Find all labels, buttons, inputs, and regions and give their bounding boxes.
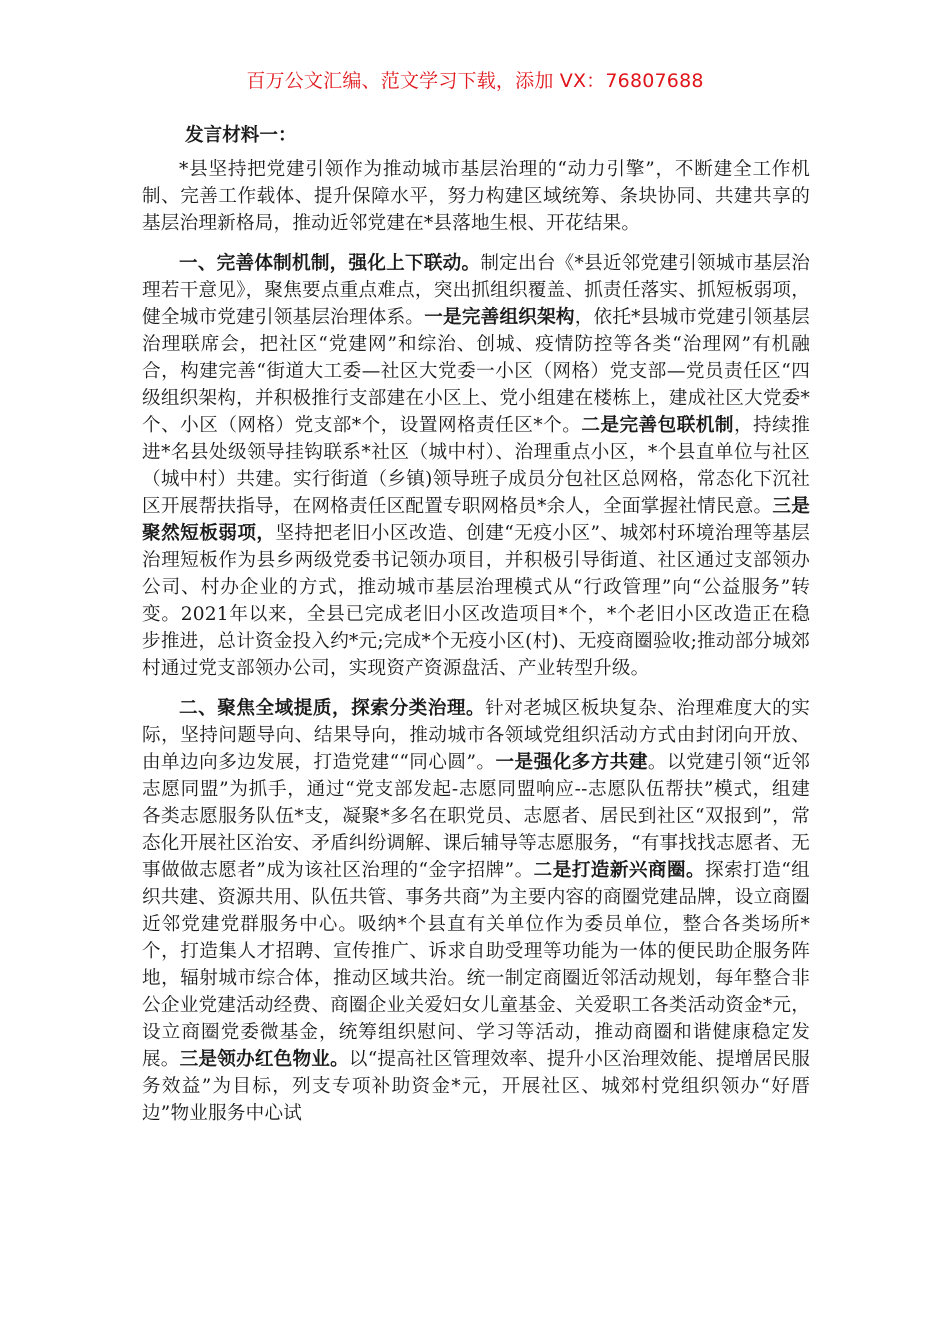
section-2-point-2: 二是打造新兴商圈。 [533, 860, 706, 881]
section-1-point-3: 三是聚然短板弱项， [142, 496, 810, 544]
section-1-text-2: ，依托*县城市党建引领基层治理联席会，把社区“党建网”和综治、创城、疫情防控等各类“治理网”有机融合，构建完善“街道大工委—社区大党委一小区（网格）党支部—党员责任区“四级组织架构，并积极推行支部建在小区上、党小组建在楼栋上，建成社区大党委*个、小区（网格）党支部*个，设置网格责任区*个。 [142, 307, 810, 436]
document-body [142, 122, 810, 1140]
section-2-title: 二、聚焦全域提质，探索分类治理。 [179, 698, 486, 719]
section-1-text-3: ，持续推进*名县处级领导挂钩联系*社区（城中村）、治理重点小区，*个县直单位与社区（城中村）共建。实行街道（乡镇)领导班子成员分包社区总网格，常态化下沉社区开展帮扶指导，在网格责任区配置专职网格员*余人，全面掌握社情民意。 [142, 415, 810, 517]
section-1-text-1: 制定出台《*县近邻党建引领城市基层治理若干意见》，聚焦要点重点难点，突出抓组织覆盖、抓责任落实、抓短板弱项，健全城市党建引领基层治理体系。 [142, 253, 811, 328]
section-2-text-1: 针对老城区板块复杂、治理难度大的实际，坚持问题导向、结果导向，推动城市各领域党组织活动方式由封闭向开放、由单边向多边发展，打造党建““同心圆”。 [142, 698, 811, 773]
section-2-text-3: 探索打造“组织共建、资源共用、队伍共管、事务共商”为主要内容的商圈党建品牌，设立商圈近邻党建党群服务中心。吸纳*个县直有关单位作为委员单位，整合各类场所*个，打造集人才招聘、宣传推广、诉求自助受理等功能为一体的便民助企服务阵地，辐射城市综合体，推动区域共治。统一制定商圈近邻活动规划，每年整合非公企业党建活动经费、商圈企业关爱妇女儿童基金、关爱职工各类活动资金*元，设立商圈党委微基金，统筹组织慰问、学习等活动，推动商圈和谐健康稳定发展。 [142, 860, 810, 1070]
section-1-title: 一、完善体制机制，强化上下联动。 [179, 253, 481, 274]
document-heading: 发言材料一： [185, 125, 297, 146]
section-1-paragraph [142, 250, 810, 682]
section-1-point-2: 二是完善包联机制 [581, 415, 734, 436]
section-2-point-1: 一是强化多方共建 [495, 752, 648, 773]
section-2-point-3: 三是领办红色物业。 [179, 1049, 349, 1070]
section-2-paragraph [142, 695, 810, 1127]
section-1-point-1: 一是完善组织架构 [424, 307, 575, 328]
watermark-banner: 百万公文汇编、范文学习下载，添加 VX：76807688 [246, 70, 704, 92]
intro-paragraph: *县坚持把党建引领作为推动城市基层治理的“动力引擎”，不断建全工作机制、完善工作载体、提升保障水平，努力构建区域统筹、条块协同、共建共享的基层治理新格局，推动近邻党建在*县落地生根、开花结果。 [142, 159, 810, 234]
section-2-text-2: 。以党建引领“近邻志愿同盟”为抓手，通过“党支部发起-志愿同盟响应--志愿队伍帮扶”模式，组建各类志愿服务队伍*支，凝聚*多名在职党员、志愿者、居民到社区“双报到”，常态化开展社区治安、矛盾纠纷调解、课后辅导等志愿服务，“有事找找志愿者、无事做做志愿者”成为该社区治理的“金字招牌”。 [142, 752, 810, 881]
section-1-text-4: 坚持把老旧小区改造、创建“无疫小区”、城郊村环境治理等基层治理短板作为县乡两级党委书记领办项目，并积极引导街道、社区通过支部领办公司、村办企业的方式，推动城市基层治理模式从“行政管理”向“公益服务”转变。2021年以来，全县已完成老旧小区改造项目*个，*个老旧小区改造正在稳步推进，总计资金投入约*元;完成*个无疫小区(村)、无疫商圈验收;推动部分城郊村通过党支部领办公司，实现资产资源盘活、产业转型升级。 [142, 523, 811, 679]
section-2-text-4: 以“提高社区管理效率、提升小区治理效能、提增居民服务效益”为目标，列支专项补助资金*元，开展社区、城郊村党组织领办“好厝边”物业服务中心试 [142, 1049, 810, 1124]
